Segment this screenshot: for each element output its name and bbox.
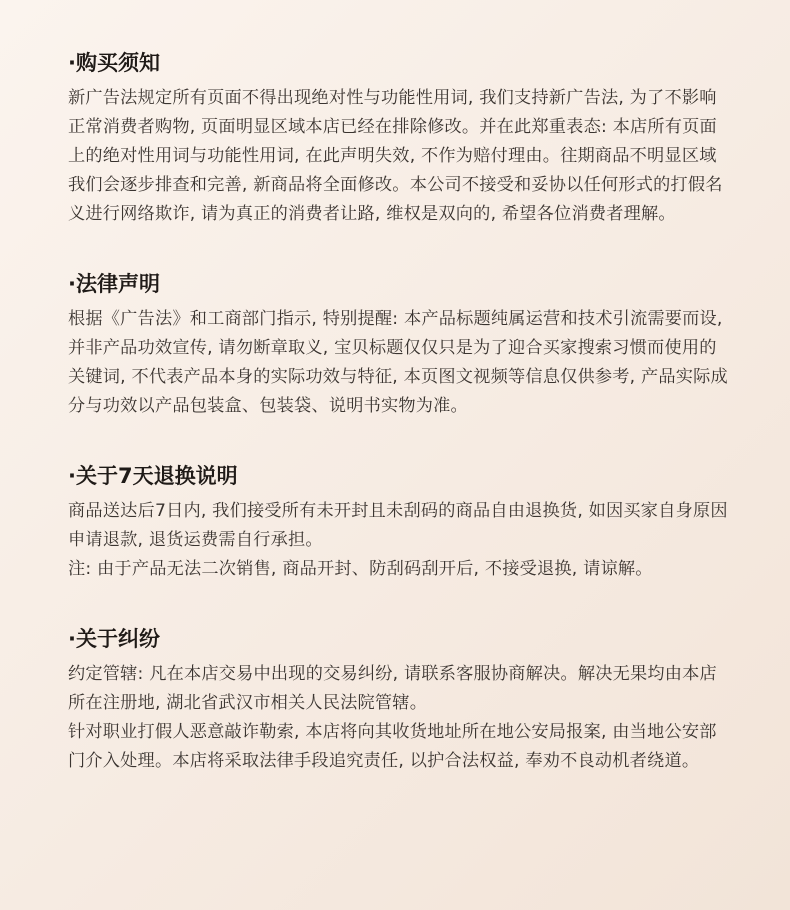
notice-page [68,48,728,816]
purchase-notice-section [68,48,728,229]
section-paragraph: 新广告法规定所有页面不得出现绝对性与功能性用词, 我们支持新广告法, 为了不影响正常消费者购物, 页面明显区域本店已经在排除修改。并在此郑重表态: 本店所有页面上的绝对性用词与功能性用词, 在此声明失效, 不作为赔付理由。往期商品不明显区域我们会逐步排查和完善, 新商品将全面修改。本公司不接受和妥协以任何形式的打假名义进行网络欺诈, 请为真正的消费者让路, 维权是双向的, 希望各位消费者理解。 [68,88,723,224]
section-paragraph: 商品送达后7日内, 我们接受所有未开封且未刮码的商品自由退换货, 如因买家自身原因申请退款, 退货运费需自行承担。 [68,501,728,550]
return-policy-section [68,461,728,584]
dispute-section [68,624,728,776]
legal-statement-section [68,269,728,421]
section-paragraph: 针对职业打假人恶意敲诈勒索, 本店将向其收货地址所在地公安局报案, 由当地公安部门介入处理。本店将采取法律手段追究责任, 以护合法权益, 奉劝不良动机者绕道。 [68,722,717,771]
section-title: ·法律声明 [68,272,160,296]
section-paragraph: 注: 由于产品无法二次销售, 商品开封、防刮码刮开后, 不接受退换, 请谅解。 [68,559,653,579]
section-paragraph: 约定管辖: 凡在本店交易中出现的交易纠纷, 请联系客服协商解决。解决无果均由本店所在注册地, 湖北省武汉市相关人民法院管辖。 [68,664,717,713]
section-title: ·购买须知 [68,51,160,75]
section-title: ·关于纠纷 [68,627,160,651]
section-paragraph: 根据《广告法》和工商部门指示, 特别提醒: 本产品标题纯属运营和技术引流需要而设, 并非产品功效宣传, 请勿断章取义, 宝贝标题仅仅只是为了迎合买家搜索习惯而使用的关键词, 不代表产品本身的实际功效与特征, 本页图文视频等信息仅供参考, 产品实际成分与功效以产品包装盒、包装袋、说明书实物为准。 [68,309,728,416]
section-title: ·关于7天退换说明 [68,464,238,488]
